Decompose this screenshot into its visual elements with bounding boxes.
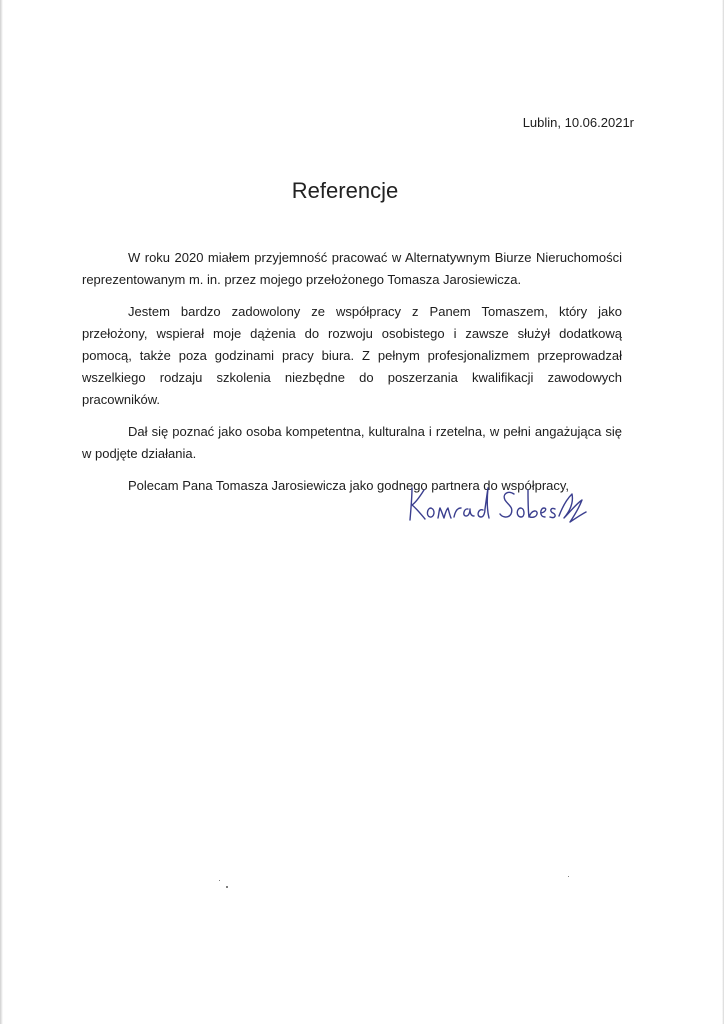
paragraph-1: W roku 2020 miałem przyjemność pracować w Alternatywnym Biurze Nieruchomości reprezentowanym m. in. przez mojego przełożonego Tomasza Jarosiewicza.	[82, 250, 622, 287]
document-date: Lublin, 10.06.2021r	[522, 115, 634, 130]
scan-speck	[219, 880, 220, 881]
scan-speck	[568, 876, 569, 877]
paragraph-4: Polecam Pana Tomasza Jarosiewicza jako godnego partnera do współpracy,	[128, 478, 570, 493]
paragraph-2: Jestem bardzo zadowolony ze współpracy z Panem Tomaszem, który jako przełożony, wspierał moje dążenia do rozwoju osobistego i zawsze służył dodatkową pomocą, także poza godzinami pracy biura. Z pełnym profesjonalizmem przeprowadzał wszelkiego rodzaju szkolenia niezbędne do poszerzania kwalifikacji zawodowych pracowników.	[82, 304, 622, 407]
document-title: Referencje	[291, 178, 399, 203]
document-body	[82, 247, 622, 507]
scan-edge-left	[0, 0, 3, 1024]
paragraph-3: Dał się poznać jako osoba kompetentna, kulturalna i rzetelna, w pełni angażująca się w podjęte działania.	[82, 424, 622, 461]
handwritten-signature	[404, 474, 590, 534]
scan-speck	[226, 886, 228, 888]
